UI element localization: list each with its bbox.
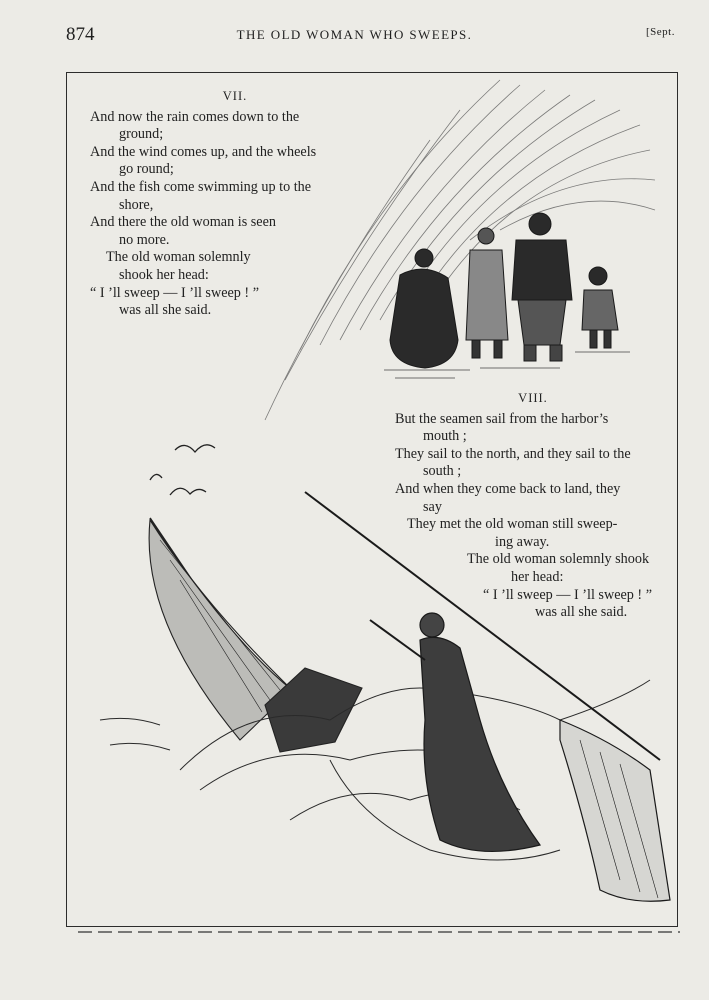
stanza-viii xyxy=(393,390,673,622)
verse-line: go round; xyxy=(119,161,174,178)
verse-line: “ I ’ll sweep — I ’ll sweep ! ” xyxy=(483,586,653,603)
page-number: 874 xyxy=(66,24,95,45)
verse-line: south ; xyxy=(423,463,462,480)
verse-line: ground; xyxy=(119,126,164,143)
verse-line: The old woman solemnly xyxy=(106,249,251,266)
month-marker: [Sept. xyxy=(646,26,675,38)
verse-line: The old woman solemnly shook xyxy=(467,551,650,568)
verse-line: ing away. xyxy=(495,533,550,550)
waves xyxy=(100,680,650,860)
stanza-number: VII. xyxy=(222,89,248,103)
verse-line: her head: xyxy=(511,568,564,585)
verse-line: shook her head: xyxy=(119,266,209,283)
verse-line: And now the rain comes down to the xyxy=(90,108,300,125)
verse-line: And when they come back to land, they xyxy=(395,480,621,497)
verse-line: “ I ’ll sweep — I ’ll sweep ! ” xyxy=(90,284,260,301)
running-title: THE OLD WOMAN WHO SWEEPS. xyxy=(236,27,473,42)
verse-line: And the wind comes up, and the wheels xyxy=(90,143,317,160)
verse-line: was all she said. xyxy=(535,604,628,621)
verse-line: say xyxy=(423,498,442,515)
verse-line: no more. xyxy=(119,231,170,248)
sailboat xyxy=(149,518,362,752)
verse-line: And there the old woman is seen xyxy=(90,214,276,231)
verse-line: But the seamen sail from the harbor’s xyxy=(395,410,609,427)
verse-line: was all she said. xyxy=(119,302,212,319)
verse-line: mouth ; xyxy=(423,428,467,445)
verse-line: They sail to the north, and they sail to the xyxy=(395,445,631,462)
verse-line: And the fish come swimming up to the xyxy=(90,178,312,195)
figures-on-shore xyxy=(384,213,630,378)
stanza-number: VIII. xyxy=(518,391,548,405)
stanza-vii xyxy=(90,88,380,320)
seagulls xyxy=(150,445,215,495)
verse-line: shore, xyxy=(119,196,154,213)
verse-line: They met the old woman still sweep- xyxy=(407,516,618,533)
